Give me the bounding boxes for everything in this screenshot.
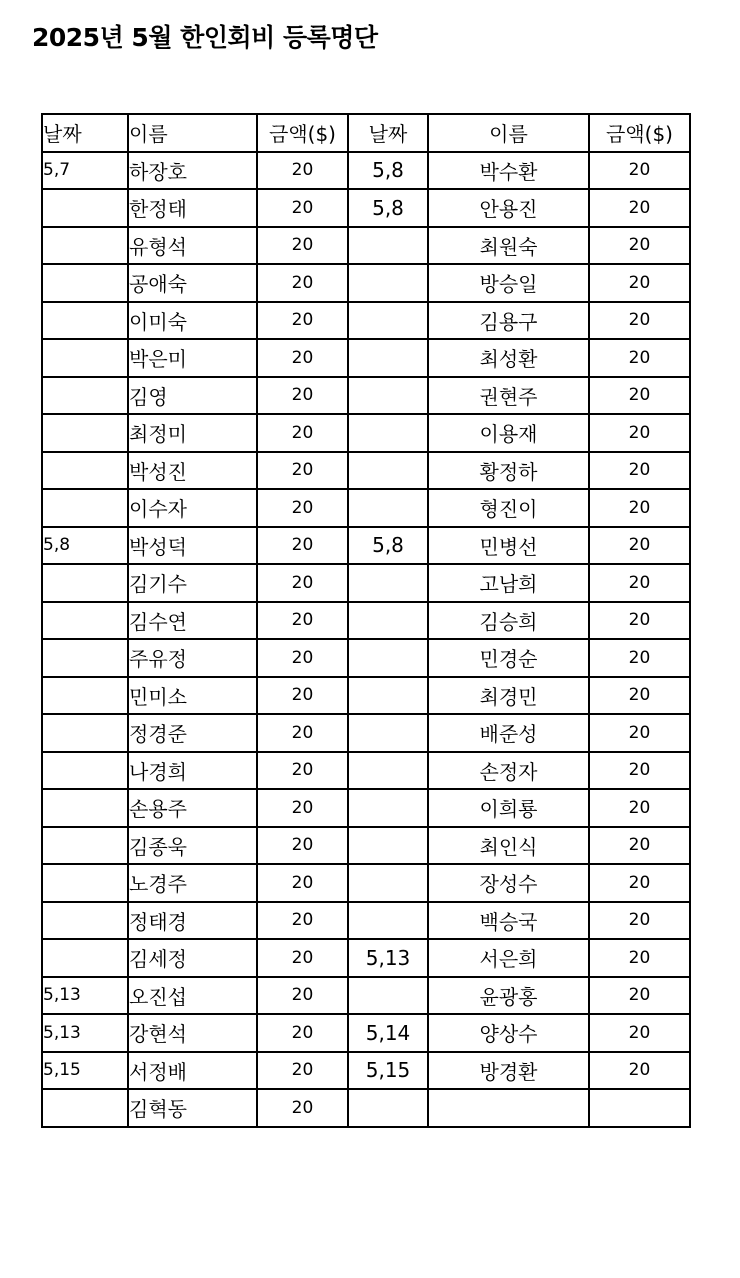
- amount-cell-left: 20: [257, 752, 348, 790]
- name-cell-right: 김용구: [428, 302, 589, 340]
- name-cell-right: 고남희: [428, 564, 589, 602]
- name-cell-right: 최성환: [428, 339, 589, 377]
- date-cell-right: [348, 302, 428, 340]
- table-row: [42, 939, 690, 977]
- amount-cell-right: 20: [589, 489, 690, 527]
- amount-cell-right: 20: [589, 227, 690, 265]
- name-cell-left: 김기수: [128, 564, 257, 602]
- amount-cell-right: 20: [589, 339, 690, 377]
- amount-cell-left: 20: [257, 902, 348, 940]
- name-cell-right: 박수환: [428, 152, 589, 190]
- amount-cell-left: 20: [257, 189, 348, 227]
- name-cell-left: 한정태: [128, 189, 257, 227]
- amount-cell-right: 20: [589, 639, 690, 677]
- name-cell-right: 최원숙: [428, 227, 589, 265]
- amount-cell-left: 20: [257, 602, 348, 640]
- date-cell-right: [348, 227, 428, 265]
- table-row: [42, 602, 690, 640]
- date-cell-left: [42, 827, 128, 865]
- table-row: [42, 302, 690, 340]
- amount-cell-right: 20: [589, 414, 690, 452]
- date-cell-right: [348, 677, 428, 715]
- amount-cell-right: 20: [589, 527, 690, 565]
- table-row: [42, 189, 690, 227]
- date-cell-right: [348, 752, 428, 790]
- name-cell-right: 민병선: [428, 527, 589, 565]
- name-cell-left: 김종욱: [128, 827, 257, 865]
- table-row: [42, 677, 690, 715]
- amount-cell-right: 20: [589, 377, 690, 415]
- name-cell-left: 주유정: [128, 639, 257, 677]
- table-row: [42, 902, 690, 940]
- header-name-left: 이름: [128, 114, 257, 152]
- date-cell-left: [42, 414, 128, 452]
- name-cell-right: 서은희: [428, 939, 589, 977]
- name-cell-left: 정태경: [128, 902, 257, 940]
- date-cell-left: [42, 302, 128, 340]
- date-cell-right: [348, 339, 428, 377]
- amount-cell-left: 20: [257, 827, 348, 865]
- date-cell-right: 5,15: [348, 1052, 428, 1090]
- amount-cell-right: 20: [589, 939, 690, 977]
- amount-cell-right: 20: [589, 864, 690, 902]
- name-cell-left: 공애숙: [128, 264, 257, 302]
- amount-cell-right: 20: [589, 302, 690, 340]
- name-cell-left: 김혁동: [128, 1089, 257, 1127]
- table-row: [42, 864, 690, 902]
- header-name-right: 이름: [428, 114, 589, 152]
- name-cell-left: 박은미: [128, 339, 257, 377]
- name-cell-right: 민경순: [428, 639, 589, 677]
- amount-cell-left: 20: [257, 789, 348, 827]
- amount-cell-right: 20: [589, 902, 690, 940]
- table-row: [42, 377, 690, 415]
- date-cell-left: [42, 227, 128, 265]
- amount-cell-right: 20: [589, 1052, 690, 1090]
- name-cell-left: 강현석: [128, 1014, 257, 1052]
- date-cell-left: 5,15: [42, 1052, 128, 1090]
- amount-cell-left: 20: [257, 302, 348, 340]
- amount-cell-right: 20: [589, 189, 690, 227]
- name-cell-left: 유형석: [128, 227, 257, 265]
- table-row: [42, 714, 690, 752]
- name-cell-right: 최인식: [428, 827, 589, 865]
- name-cell-left: 오진섭: [128, 977, 257, 1015]
- date-cell-left: 5,7: [42, 152, 128, 190]
- date-cell-left: [42, 752, 128, 790]
- date-cell-right: [348, 827, 428, 865]
- amount-cell-left: 20: [257, 377, 348, 415]
- date-cell-left: [42, 452, 128, 490]
- registration-table: [41, 113, 691, 1128]
- amount-cell-left: 20: [257, 152, 348, 190]
- date-cell-left: [42, 789, 128, 827]
- table-row: [42, 752, 690, 790]
- amount-cell-left: 20: [257, 452, 348, 490]
- name-cell-right: 황정하: [428, 452, 589, 490]
- name-cell-left: 민미소: [128, 677, 257, 715]
- amount-cell-left: 20: [257, 414, 348, 452]
- name-cell-right: 최경민: [428, 677, 589, 715]
- name-cell-left: 나경희: [128, 752, 257, 790]
- amount-cell-left: 20: [257, 1089, 348, 1127]
- amount-cell-right: 20: [589, 1014, 690, 1052]
- date-cell-right: [348, 639, 428, 677]
- amount-cell-right: 20: [589, 264, 690, 302]
- table-header-row: [42, 114, 690, 152]
- name-cell-left: 박성덕: [128, 527, 257, 565]
- date-cell-right: [348, 1089, 428, 1127]
- date-cell-left: [42, 377, 128, 415]
- date-cell-right: [348, 452, 428, 490]
- amount-cell-left: 20: [257, 264, 348, 302]
- amount-cell-right: 20: [589, 452, 690, 490]
- amount-cell-left: 20: [257, 1014, 348, 1052]
- date-cell-left: 5,13: [42, 1014, 128, 1052]
- name-cell-right: 양상수: [428, 1014, 589, 1052]
- amount-cell-right: 20: [589, 752, 690, 790]
- amount-cell-left: 20: [257, 977, 348, 1015]
- name-cell-right: 형진이: [428, 489, 589, 527]
- date-cell-left: [42, 339, 128, 377]
- amount-cell-left: 20: [257, 639, 348, 677]
- table-row: [42, 489, 690, 527]
- name-cell-right: [428, 1089, 589, 1127]
- amount-cell-right: 20: [589, 789, 690, 827]
- date-cell-right: 5,14: [348, 1014, 428, 1052]
- name-cell-right: 백승국: [428, 902, 589, 940]
- amount-cell-left: 20: [257, 677, 348, 715]
- table-row: [42, 1089, 690, 1127]
- date-cell-right: [348, 564, 428, 602]
- table-row: [42, 827, 690, 865]
- table-row: [42, 527, 690, 565]
- name-cell-left: 김수연: [128, 602, 257, 640]
- name-cell-left: 정경준: [128, 714, 257, 752]
- header-amount-left: 금액($): [257, 114, 348, 152]
- amount-cell-left: 20: [257, 939, 348, 977]
- date-cell-left: [42, 639, 128, 677]
- name-cell-left: 이미숙: [128, 302, 257, 340]
- date-cell-right: 5,13: [348, 939, 428, 977]
- amount-cell-left: 20: [257, 339, 348, 377]
- name-cell-right: 윤광홍: [428, 977, 589, 1015]
- date-cell-left: [42, 902, 128, 940]
- name-cell-right: 김승희: [428, 602, 589, 640]
- name-cell-left: 최정미: [128, 414, 257, 452]
- date-cell-left: 5,13: [42, 977, 128, 1015]
- amount-cell-right: 20: [589, 714, 690, 752]
- table-row: [42, 339, 690, 377]
- table-row: [42, 452, 690, 490]
- table-row: [42, 414, 690, 452]
- name-cell-left: 손용주: [128, 789, 257, 827]
- name-cell-left: 김세정: [128, 939, 257, 977]
- date-cell-left: [42, 602, 128, 640]
- amount-cell-right: 20: [589, 827, 690, 865]
- name-cell-left: 노경주: [128, 864, 257, 902]
- date-cell-right: [348, 264, 428, 302]
- amount-cell-left: 20: [257, 527, 348, 565]
- table-row: [42, 1052, 690, 1090]
- name-cell-left: 박성진: [128, 452, 257, 490]
- date-cell-right: [348, 377, 428, 415]
- amount-cell-right: [589, 1089, 690, 1127]
- table-row: [42, 977, 690, 1015]
- name-cell-left: 이수자: [128, 489, 257, 527]
- amount-cell-right: 20: [589, 152, 690, 190]
- name-cell-right: 권현주: [428, 377, 589, 415]
- name-cell-left: 서정배: [128, 1052, 257, 1090]
- date-cell-right: [348, 714, 428, 752]
- date-cell-right: [348, 414, 428, 452]
- date-cell-right: [348, 789, 428, 827]
- name-cell-right: 방경환: [428, 1052, 589, 1090]
- name-cell-right: 이희룡: [428, 789, 589, 827]
- table-row: [42, 1014, 690, 1052]
- header-date-left: 날짜: [42, 114, 128, 152]
- date-cell-right: [348, 864, 428, 902]
- amount-cell-left: 20: [257, 864, 348, 902]
- name-cell-right: 이용재: [428, 414, 589, 452]
- date-cell-right: [348, 489, 428, 527]
- table-row: [42, 152, 690, 190]
- table-row: [42, 564, 690, 602]
- date-cell-right: [348, 977, 428, 1015]
- date-cell-left: [42, 714, 128, 752]
- amount-cell-left: 20: [257, 489, 348, 527]
- name-cell-left: 김영: [128, 377, 257, 415]
- table-row: [42, 639, 690, 677]
- date-cell-right: [348, 902, 428, 940]
- date-cell-right: 5,8: [348, 527, 428, 565]
- date-cell-left: [42, 939, 128, 977]
- date-cell-left: [42, 189, 128, 227]
- header-amount-right: 금액($): [589, 114, 690, 152]
- name-cell-right: 안용진: [428, 189, 589, 227]
- table-row: [42, 789, 690, 827]
- page-title: 2025년 5월 한인회비 등록명단: [32, 23, 378, 52]
- date-cell-right: 5,8: [348, 189, 428, 227]
- table-row: [42, 227, 690, 265]
- date-cell-right: [348, 602, 428, 640]
- amount-cell-left: 20: [257, 227, 348, 265]
- amount-cell-right: 20: [589, 564, 690, 602]
- amount-cell-right: 20: [589, 602, 690, 640]
- date-cell-right: 5,8: [348, 152, 428, 190]
- date-cell-left: 5,8: [42, 527, 128, 565]
- name-cell-left: 하장호: [128, 152, 257, 190]
- date-cell-left: [42, 264, 128, 302]
- amount-cell-left: 20: [257, 1052, 348, 1090]
- name-cell-right: 장성수: [428, 864, 589, 902]
- amount-cell-right: 20: [589, 977, 690, 1015]
- header-date-right: 날짜: [348, 114, 428, 152]
- table-body: [42, 152, 690, 1127]
- amount-cell-left: 20: [257, 564, 348, 602]
- date-cell-left: [42, 564, 128, 602]
- amount-cell-left: 20: [257, 714, 348, 752]
- name-cell-right: 방승일: [428, 264, 589, 302]
- date-cell-left: [42, 1089, 128, 1127]
- name-cell-right: 손정자: [428, 752, 589, 790]
- date-cell-left: [42, 489, 128, 527]
- date-cell-left: [42, 677, 128, 715]
- amount-cell-right: 20: [589, 677, 690, 715]
- table-row: [42, 264, 690, 302]
- name-cell-right: 배준성: [428, 714, 589, 752]
- date-cell-left: [42, 864, 128, 902]
